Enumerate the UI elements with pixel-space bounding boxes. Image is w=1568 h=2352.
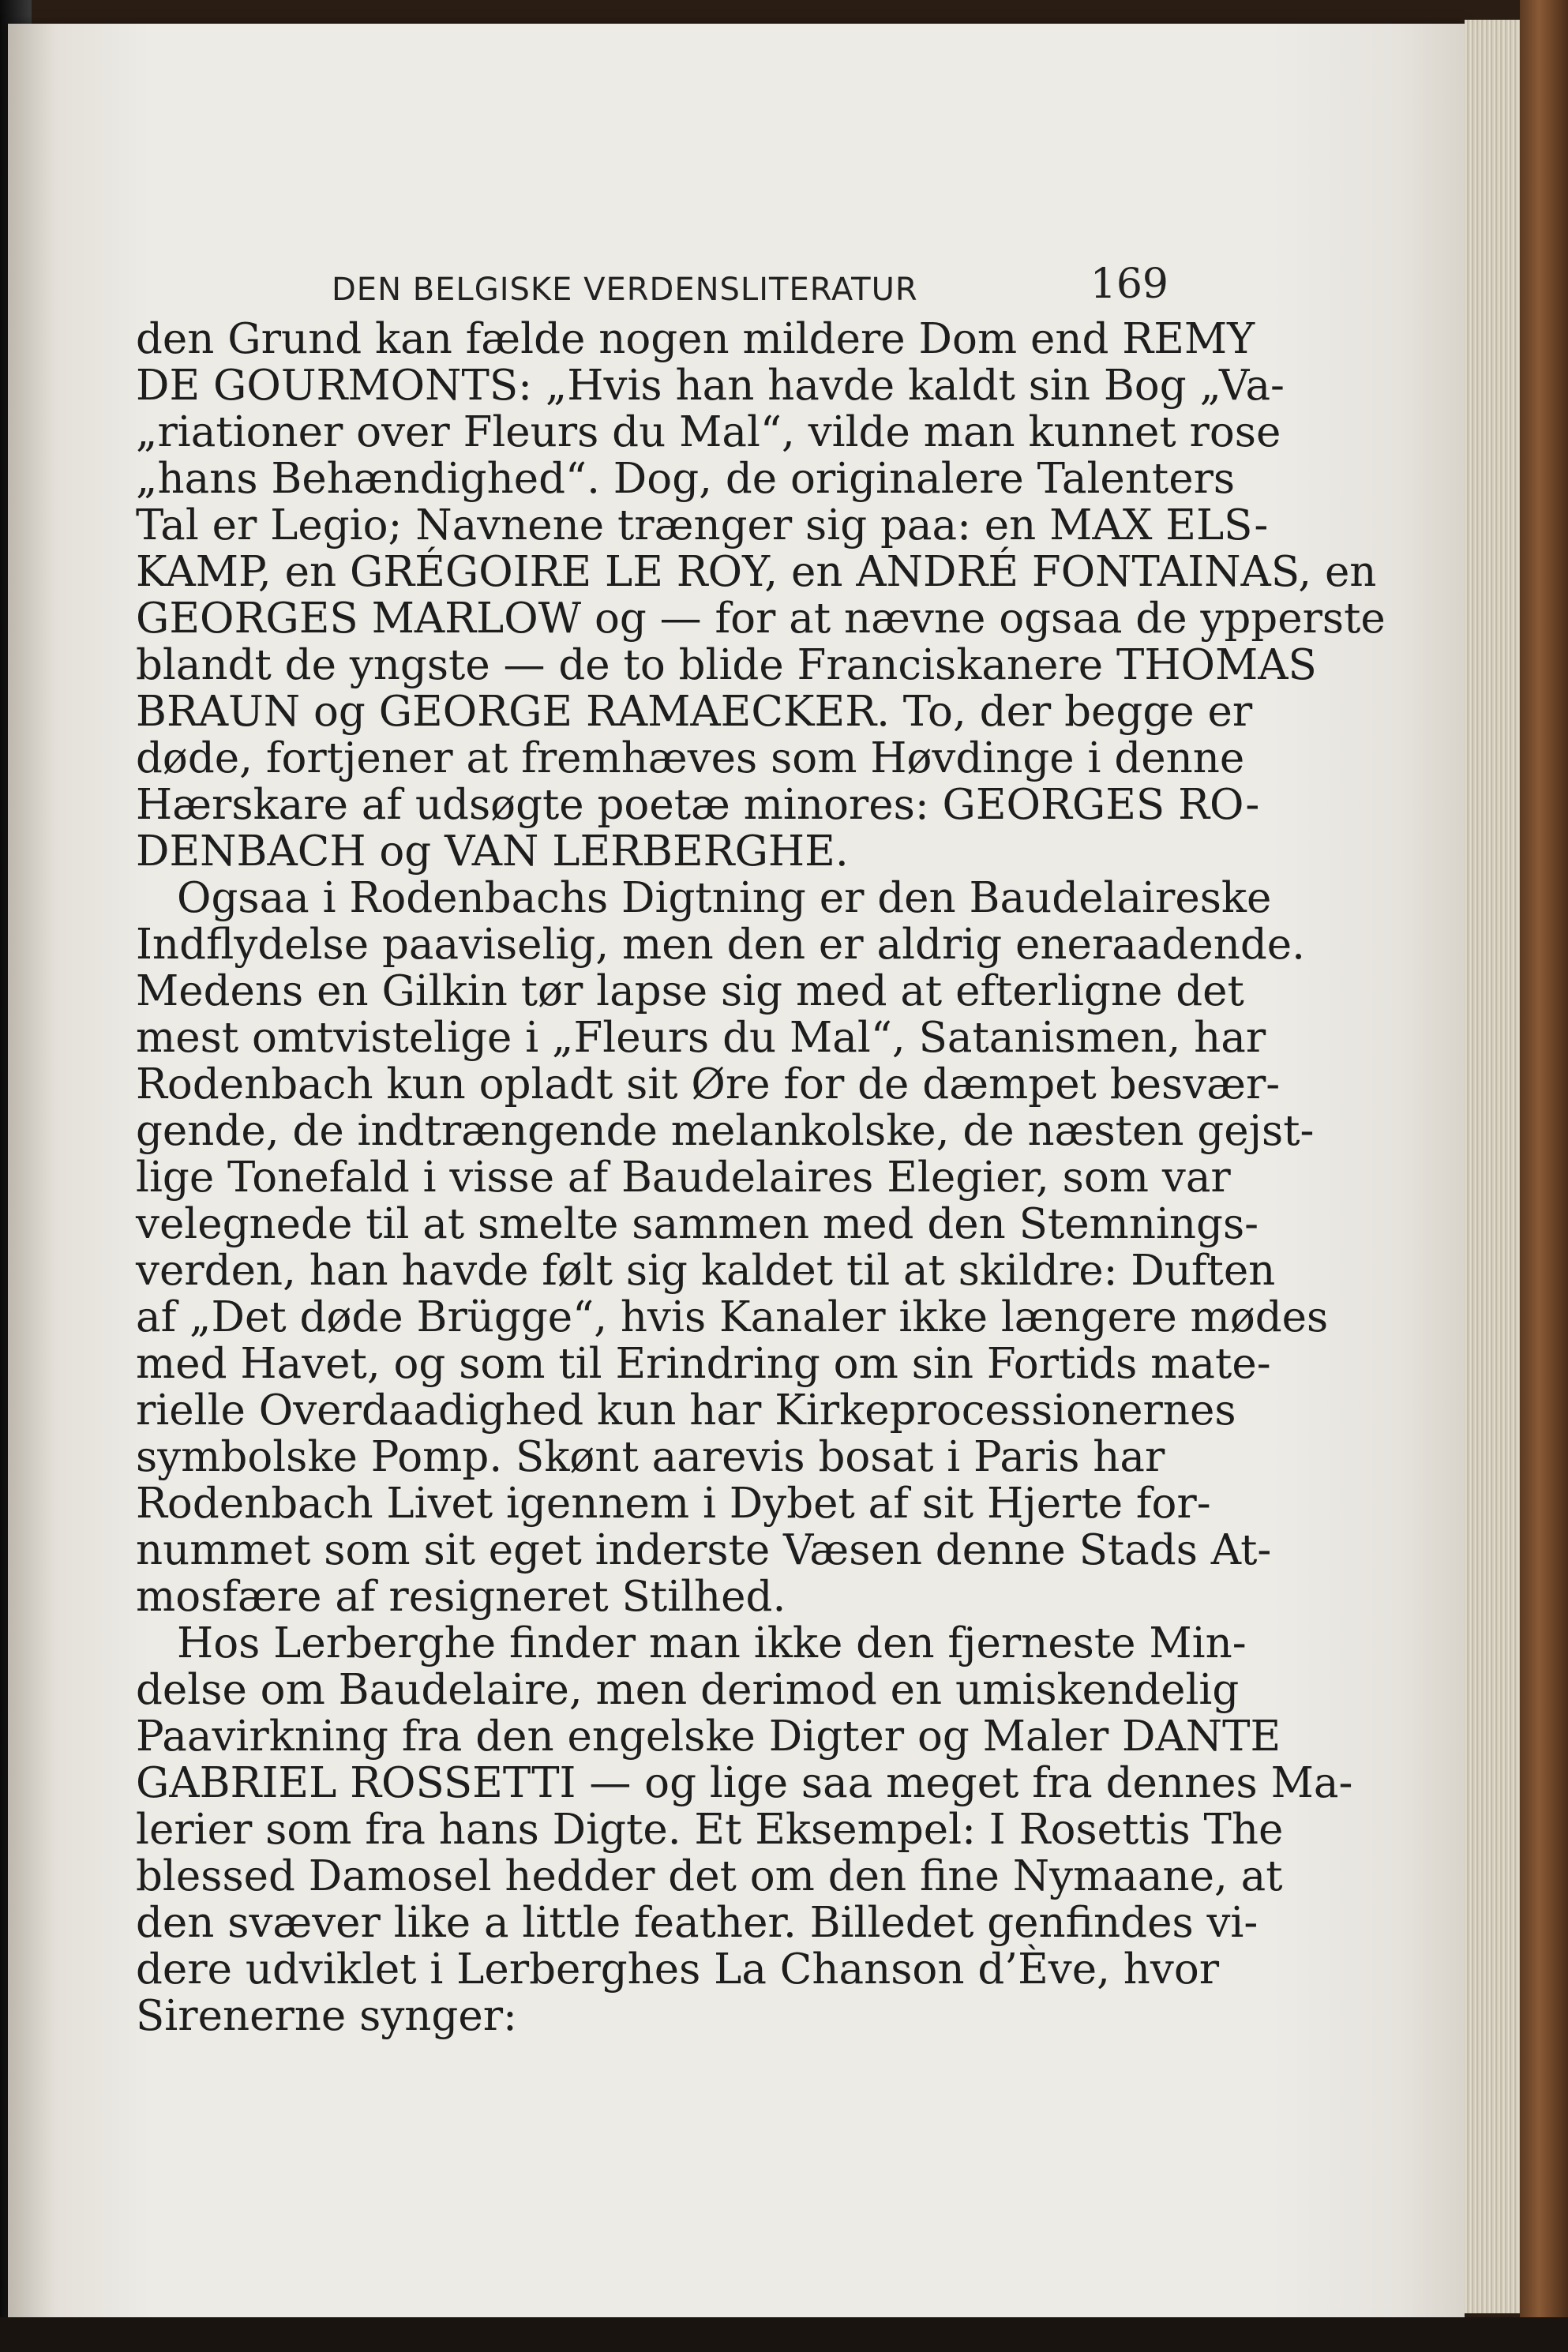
text-line: den svæver like a little feather. Billedet genfindes vi- [136,1899,1259,1947]
text-line: DENBACH og VAN LERBERGHE. [136,827,849,876]
text-line: mosfære af resigneret Stilhed. [136,1573,786,1621]
body-text [136,315,1386,2040]
text-line: „hans Behændighed“. Dog, de originalere Talenters [136,455,1236,503]
text-line: døde, fortjener at fremhæves som Høvdinge i denne [136,734,1245,782]
text-line: Rodenbach kun opladt sit Øre for de dæmpet besvær- [136,1060,1281,1108]
text-line: Medens en Gilkin tør lapse sig med at efterligne det [136,967,1244,1015]
book-cover-edge [1520,0,1568,2352]
text-line: blandt de yngste — de to blide Franciskanere THOMAS [136,641,1317,689]
text-line: af „Det døde Brügge“, hvis Kanaler ikke længere mødes [136,1293,1329,1341]
text-line: dere udviklet i Lerberghes La Chanson d’Ève, hvor [136,1945,1220,1994]
text-line: symbolske Pomp. Skønt aarevis bosat i Paris har [136,1433,1165,1481]
text-line: Ogsaa i Rodenbachs Digtning er den Baudelaireske [177,874,1272,922]
text-line: delse om Baudelaire, men derimod en umiskendelig [136,1666,1240,1714]
text-line: Rodenbach Livet igennem i Dybet af sit Hjerte for- [136,1480,1211,1528]
page-header [332,261,1168,324]
text-line: mest omtvistelige i „Fleurs du Mal“, Satanismen, har [136,1014,1266,1062]
text-line: Paavirkning fra den engelske Digter og Maler DANTE [136,1712,1281,1761]
text-line: BRAUN og GEORGE RAMAECKER. To, der begge er [136,688,1253,736]
text-line: Sirenerne synger: [136,1992,517,2040]
text-line: GABRIEL ROSSETTI — og lige saa meget fra dennes Ma- [136,1759,1353,1807]
text-line: gende, de indtrængende melankolske, de næsten gejst- [136,1107,1315,1155]
text-line: den Grund kan fælde nogen mildere Dom end REMY [136,315,1255,363]
text-line: „riationer over Fleurs du Mal“, vilde man kunnet rose [136,408,1281,456]
running-head: DEN BELGISKE VERDENSLITERATUR [332,272,918,308]
text-line: Hos Lerberghe finder man ikke den fjerneste Min- [177,1619,1247,1667]
text-line: lerier som fra hans Digte. Et Eksempel: I Rosettis The [136,1806,1284,1854]
text-line: nummet som sit eget inderste Væsen denne Stads At- [136,1526,1272,1574]
text-line: KAMP, en GRÉGOIRE LE ROY, en ANDRÉ FONTAINAS, en [136,548,1377,596]
page-number: 169 [1090,261,1168,308]
text-line: verden, han havde følt sig kaldet til at skildre: Duften [136,1247,1276,1295]
text-line: lige Tonefald i visse af Baudelaires Elegier, som var [136,1153,1231,1202]
text-line: rielle Overdaadighed kun har Kirkeprocessionernes [136,1386,1236,1435]
text-line: DE GOURMONTS: „Hvis han havde kaldt sin Bog „Va- [136,362,1285,410]
text-line: GEORGES MARLOW og — for at nævne ogsaa de ypperste [136,595,1386,643]
text-line: Hærskare af udsøgte poetæ minores: GEORGES RO- [136,781,1260,829]
text-line: blessed Damosel hedder det om den fine Nymaane, at [136,1852,1283,1900]
text-line: Tal er Legio; Navnene trænger sig paa: en MAX ELS- [136,501,1269,550]
text-line: Indflydelse paaviselig, men den er aldrig eneraadende. [136,921,1305,969]
text-line: med Havet, og som til Erindring om sin Fortids mate- [136,1340,1271,1388]
scan-border-bottom [0,2317,1568,2352]
text-line: velegnede til at smelte sammen med den Stemnings- [136,1200,1259,1248]
page-edges [1465,20,1520,2313]
